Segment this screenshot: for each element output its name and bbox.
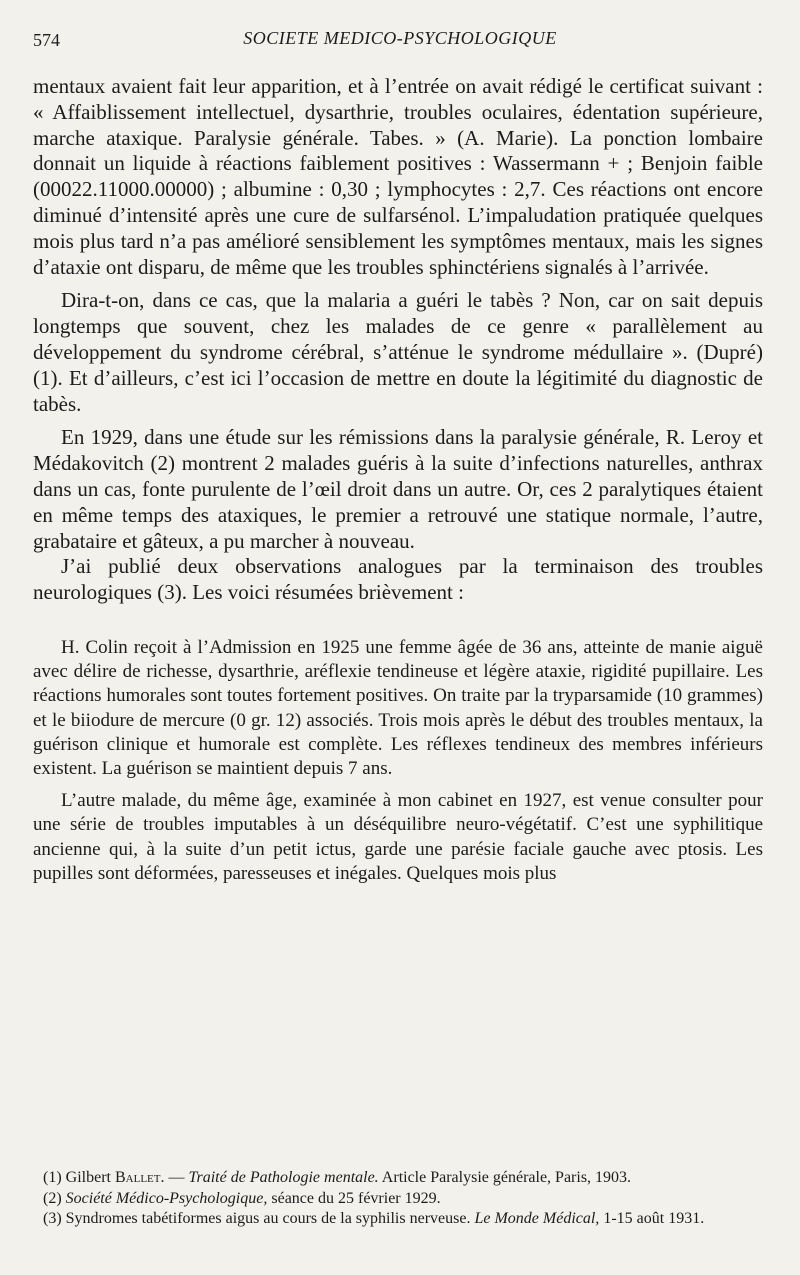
footnote-3: [33, 1209, 773, 1230]
footnote-1: [33, 1168, 773, 1189]
paragraph-4: J’ai publié deux observations analogues par la terminaison des troubles neurologiques (3). Les voici résumées brièvement :: [33, 554, 763, 605]
footnote-2-rest: séance du 25 février 1929.: [267, 1189, 441, 1207]
footnote-1-marker: (1) Gilbert: [43, 1169, 115, 1186]
footnote-2-marker: (2): [43, 1189, 66, 1207]
footnote-2-title: Société Médico-Psychologique,: [65, 1189, 268, 1207]
paragraph-2: Dira-t-on, dans ce cas, que la malaria a guéri le tabès ? Non, car on sait depuis longtemps que souvent, chez les malades de ce genre « parallèlement au développement du syndrome cérébral, s’atténue le syndrome médullaire ». (Dupré) (1). Et d’ailleurs, c’est ici l’occasion de mettre en doute la légitimité du diagnostic de tabès.: [33, 288, 763, 416]
paragraph-3: En 1929, dans une étude sur les rémissions dans la paralysie générale, R. Leroy et Médakovitch (2) montrent 2 malades guéris à la suite d’infections naturelles, anthrax dans un cas, fonte purulente de l’œil droit dans un autre. Or, ces 2 paralytiques étaient en même temps des ataxiques, le premier a retrouvé une statique normale, l’autre, grabataire et gâteux, a pu marcher à nouveau.: [33, 425, 763, 553]
footnote-1-rest: Article Paralysie générale, Paris, 1903.: [378, 1169, 632, 1186]
footnote-1-title: Traité de Pathologie mentale.: [188, 1169, 379, 1186]
paragraph-1: mentaux avaient fait leur apparition, et à l’entrée on avait rédigé le certificat suivant : « Affaiblissement intellectuel, dysarthrie, troubles oculaires, édentation supérieure, marche ataxique. Paralysie générale. Tabes. » (A. Marie). La ponction lombaire donnait un liquide à réactions faiblement positives : Wassermann + ; Benjoin faible (00022.11000.00000) ; albumine : 0,30 ; lymphocytes : 2,7. Ces réactions ont encore diminué d’intensité après une cure de sulfarsénol. L’impaludation pratiquée quelques mois plus tard n’a pas amélioré sensiblement les symptômes mentaux, mais les signes d’ataxie ont disparu, de même que les troubles sphinctériens signalés à l’arrivée.: [33, 74, 763, 279]
body-text: [33, 74, 763, 886]
page-number: 574: [33, 30, 60, 50]
footnotes: [33, 1168, 773, 1230]
paragraph-6: L’autre malade, du même âge, examinée à mon cabinet en 1927, est venue consulter pour une série de troubles imputables à un déséquilibre neuro-végétatif. C’est une syphilitique ancienne qui, à la suite d’un petit ictus, garde une parésie faciale gauche avec ptosis. Les pupilles sont déformées, paresseuses et inégales. Quelques mois plus: [33, 790, 763, 884]
paragraph-5: H. Colin reçoit à l’Admission en 1925 une femme âgée de 36 ans, atteinte de manie aiguë avec délire de richesse, dysarthrie, aréflexie tendineuse et légère ataxie, rigidité pupillaire. Les réactions humorales sont toutes fortement positives. On traite par la tryparsamide (10 grammes) et le biiodure de mercure (0 gr. 12) associés. Trois mois après le début des troubles mentaux, la guérison clinique et humorale est complète. Les réflexes tendineux des membres inférieurs existent. La guérison se maintient depuis 7 ans.: [33, 636, 763, 779]
footnote-3-rest: 1-15 août 1931.: [599, 1210, 705, 1227]
footnote-2: [33, 1189, 773, 1210]
running-title: SOCIETE MEDICO-PSYCHOLOGIQUE: [243, 28, 557, 48]
footnote-1-author: Ballet: [114, 1169, 161, 1186]
footnote-1-separator: . —: [160, 1169, 189, 1186]
page-header: [0, 28, 800, 58]
footnote-3-title: Le Monde Médical,: [474, 1210, 600, 1227]
footnote-3-text: (3) Syndromes tabétiformes aigus au cours de la syphilis nerveuse.: [43, 1210, 475, 1227]
